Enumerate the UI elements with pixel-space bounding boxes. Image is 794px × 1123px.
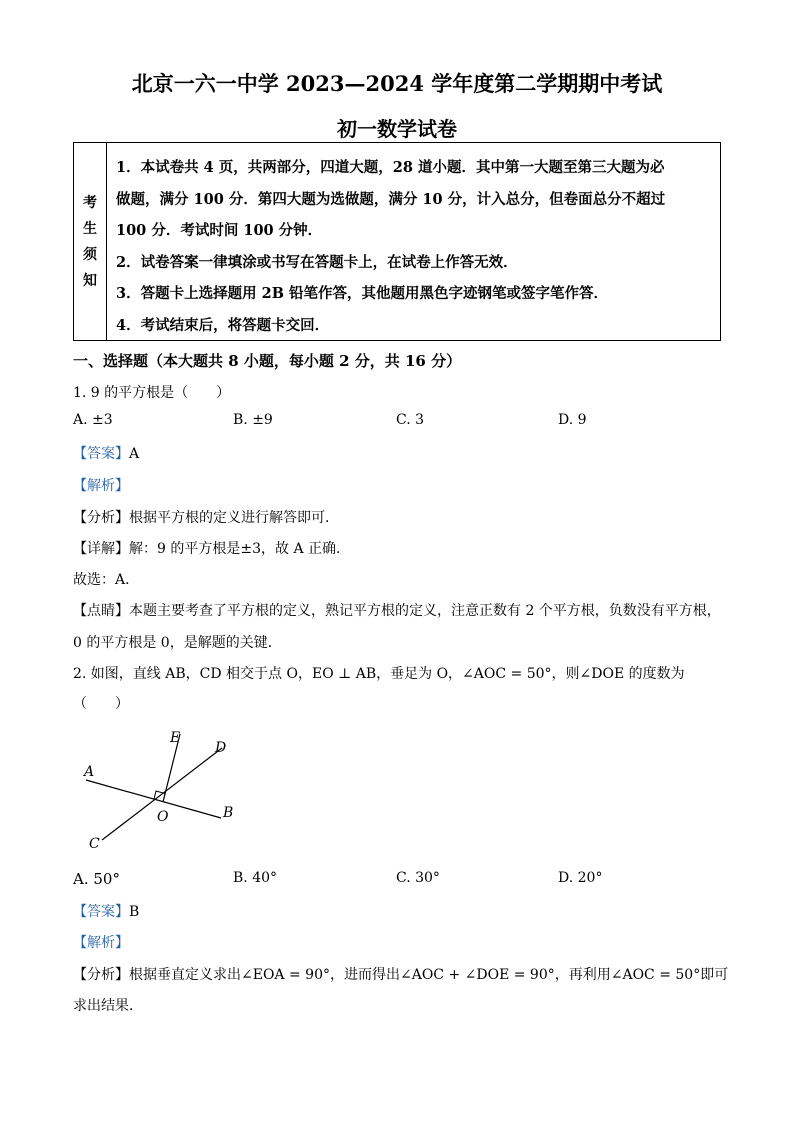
q2-option-c: C. 30° [396, 870, 440, 886]
notice-box [73, 142, 721, 341]
q2-option-a: A. 50° [73, 870, 120, 888]
label-c: C [89, 836, 100, 852]
q1-fenxi-line [73, 507, 339, 527]
notice-side-char: 生 [83, 220, 97, 237]
q1-detail: 解：9 的平方根是±3，故 A 正确． [129, 541, 351, 557]
notice-line: 4．考试结束后，将答题卡交回． [116, 316, 330, 334]
label-d: D [215, 740, 227, 756]
exam-subtitle: 初一数学试卷 [337, 117, 457, 141]
analysis-tag: 【解析】 [73, 935, 129, 951]
answer-tag: 【答案】 [73, 904, 129, 920]
q2-fenxi-line [73, 964, 728, 984]
q1-stem: 1. 9 的平方根是（ ） [73, 385, 231, 401]
q1-answer: A [129, 446, 140, 462]
notice-line: 100 分．考试时间 100 分钟． [116, 222, 323, 239]
notice-line: 3．答题卡上选择题用 2B 铅笔作答，其他题用黑色字迹钢笔或签字笔作答． [116, 285, 609, 302]
q2-option-d: D. 20° [558, 870, 603, 886]
q1-answer-line [73, 443, 139, 463]
notice-side-char: 知 [83, 272, 97, 289]
notice-line: 2．试卷答案一律填涂或书写在答题卡上，在试卷上作答无效． [116, 253, 518, 271]
q2-answer: B [129, 904, 140, 920]
dianjing-tag: 【点睛】 [73, 603, 129, 619]
q1-option-b: B. ±9 [233, 412, 273, 428]
q1-option-c: C. 3 [396, 412, 425, 428]
analysis-tag: 【解析】 [73, 478, 129, 494]
fenxi-tag: 【分析】 [73, 510, 129, 526]
answer-tag: 【答案】 [73, 446, 129, 462]
q2-answer-line [73, 901, 139, 921]
detail-tag: 【详解】 [73, 541, 129, 557]
notice-line: 1．本试卷共 4 页，共两部分，四道大题，28 道小题．其中第一大题至第三大题为必 [116, 159, 665, 176]
label-a: A [84, 764, 95, 780]
q1-dianjing: 本题主要考查了平方根的定义，熟记平方根的定义，注意正数有 2 个平方根，负数没有平方根， [129, 603, 721, 619]
line-cd [102, 748, 222, 840]
q2-analysis-line [73, 932, 129, 952]
q1-dianjing-line [73, 600, 721, 620]
notice-side-char: 须 [83, 246, 97, 263]
label-e: E [170, 730, 181, 746]
exam-title: 北京一六一中学 2023—2024 学年度第二学期期中考试 [131, 71, 663, 96]
q1-analysis-line [73, 475, 129, 495]
q2-stem: 2. 如图，直线 AB，CD 相交于点 O，EO ⊥ AB，垂足为 O，∠AOC = 50°，则∠DOE 的度数为 [73, 666, 685, 682]
notice-side-label [74, 143, 107, 340]
q2-stem-cont: （ ） [73, 696, 129, 712]
q1-dianjing-cont: 0 的平方根是 0，是解题的关键． [73, 635, 282, 651]
q2-geometry-figure [78, 722, 248, 857]
label-b: B [223, 805, 234, 821]
notice-text [107, 143, 720, 340]
right-angle-mark [154, 791, 165, 799]
q2-option-b: B. 40° [233, 870, 278, 886]
q1-choose: 故选：A． [73, 572, 140, 588]
section-heading: 一、选择题（本大题共 8 小题，每小题 2 分，共 16 分） [73, 352, 462, 370]
label-o: O [157, 809, 169, 825]
line-ab [86, 780, 221, 818]
q2-fenxi-cont: 求出结果． [73, 998, 143, 1014]
notice-side-char: 考 [83, 194, 97, 211]
q1-option-d: D. 9 [558, 412, 587, 428]
q1-option-a: A. ±3 [73, 412, 113, 428]
q2-fenxi: 根据垂直定义求出∠EOA = 90°，进而得出∠AOC + ∠DOE = 90°，再利用∠AOC = 50°即可 [129, 967, 729, 983]
q1-detail-line [73, 538, 350, 558]
notice-line: 做题，满分 100 分．第四大题为选做题，满分 10 分，计入总分，但卷面总分不超过 [116, 190, 666, 208]
q1-fenxi: 根据平方根的定义进行解答即可． [129, 510, 339, 526]
fenxi-tag: 【分析】 [73, 967, 129, 983]
